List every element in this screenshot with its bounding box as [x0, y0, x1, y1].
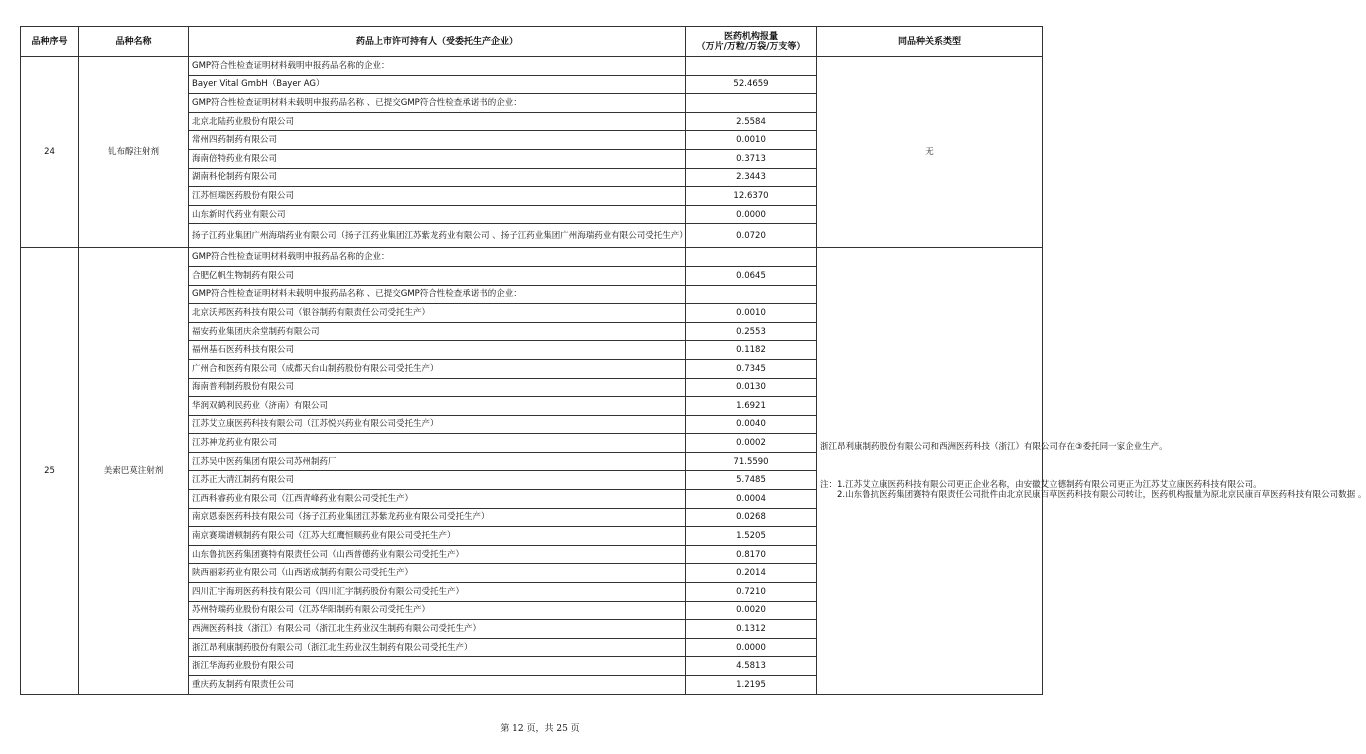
relation-spacer	[820, 452, 1039, 480]
quantity-value: 0.0268	[686, 508, 817, 527]
header-seq: 品种序号	[21, 27, 79, 57]
quantity-value: 0.3713	[686, 149, 817, 168]
quantity-value: 0.0130	[686, 378, 817, 397]
quantity-value	[686, 285, 817, 304]
quantity-value: 52.4659	[686, 75, 817, 94]
header-quantity	[686, 27, 817, 57]
holder-name: 四川汇宇海玥医药科技有限公司（四川汇宇制药股份有限公司受托生产）	[189, 583, 686, 602]
quantity-value	[686, 57, 817, 76]
product-name: 美索巴莫注射剂	[79, 248, 189, 694]
section-label: GMP符合性检查证明材料载明申报药品名称的企业：	[189, 248, 686, 267]
holder-name: 浙江昂利康制药股份有限公司（浙江北生药业汉生制药有限公司受托生产）	[189, 638, 686, 657]
quantity-value: 0.0020	[686, 601, 817, 620]
holder-name: 南京恩泰医药科技有限公司（扬子江药业集团江苏紫龙药业有限公司受托生产）	[189, 508, 686, 527]
holder-name: 浙江华海药业股份有限公司	[189, 657, 686, 676]
relation-note: 注：1.江苏艾立康医药科技有限公司更正企业名称，由安徽艾立德制药有限公司更正为江苏艾立康医药科技有限公司。	[820, 479, 1262, 490]
section-header-row	[21, 248, 1043, 267]
section-label: GMP符合性检查证明材料载明申报药品名称的企业：	[189, 57, 686, 76]
holder-name: 山东新时代药业有限公司	[189, 205, 686, 224]
quantity-value: 4.5813	[686, 657, 817, 676]
holder-name: 湖南科伦制药有限公司	[189, 168, 686, 187]
holder-name: 南京赛瑞谱顿制药有限公司（江苏大红鹰恒顺药业有限公司受托生产）	[189, 527, 686, 546]
holder-name: 重庆药友制药有限责任公司	[189, 676, 686, 695]
quantity-value: 2.5584	[686, 112, 817, 131]
quantity-value: 0.0010	[686, 304, 817, 323]
product-name: 钆布醇注射剂	[79, 57, 189, 248]
quantity-value: 0.2014	[686, 564, 817, 583]
header-name: 品种名称	[79, 27, 189, 57]
holder-name: 海南普利制药股份有限公司	[189, 378, 686, 397]
quantity-value: 0.7210	[686, 583, 817, 602]
quantity-value: 1.5205	[686, 527, 817, 546]
relation-note: 无	[925, 147, 934, 158]
quantity-value: 1.6921	[686, 397, 817, 416]
holder-name: 福安药业集团庆余堂制药有限公司	[189, 322, 686, 341]
quantity-value: 0.0004	[686, 490, 817, 509]
quantity-value: 71.5590	[686, 452, 817, 471]
quantity-value: 0.0000	[686, 638, 817, 657]
quantity-value: 0.0040	[686, 415, 817, 434]
quantity-value: 0.0000	[686, 205, 817, 224]
holder-name: 扬子江药业集团广州海瑞药业有限公司（扬子江药业集团江苏紫龙药业有限公司 、扬子江药业集团广州海瑞药业有限公司受托生产）	[189, 224, 686, 248]
quantity-value	[686, 94, 817, 113]
holder-name: Bayer Vital GmbH（Bayer AG）	[189, 75, 686, 94]
quantity-value: 2.3443	[686, 168, 817, 187]
holder-name: 江苏神龙药业有限公司	[189, 434, 686, 453]
holder-name: 苏州特瑞药业股份有限公司（江苏华阳制药有限公司受托生产）	[189, 601, 686, 620]
product-seq: 24	[21, 57, 79, 248]
holder-name: 福州基石医药科技有限公司	[189, 341, 686, 360]
header-quantity-line1: 医药机构报量	[723, 31, 778, 42]
relation-note: 浙江昂利康制药股份有限公司和西洲医药科技（浙江）有限公司存在③委托同一家企业生产。	[820, 441, 1168, 452]
section-label: GMP符合性检查证明材料未载明申报药品名称 、已提交GMP符合性检查承诺书的企业：	[189, 94, 686, 113]
quantity-value: 0.1182	[686, 341, 817, 360]
holder-name: 江苏吴中医药集团有限公司苏州制药厂	[189, 452, 686, 471]
header-relation: 同品种关系类型	[817, 27, 1043, 57]
holder-name: 华润双鹤利民药业（济南）有限公司	[189, 397, 686, 416]
product-seq: 25	[21, 248, 79, 694]
header-holder: 药品上市许可持有人（受委托生产企业）	[189, 27, 686, 57]
holder-name: 广州合和医药有限公司（成都天台山制药股份有限公司受托生产）	[189, 359, 686, 378]
quantity-value: 0.7345	[686, 359, 817, 378]
holder-name: 江西科睿药业有限公司（江西青峰药业有限公司受托生产）	[189, 490, 686, 509]
page-footer: 第 12 页，共 25 页	[500, 724, 580, 734]
quantity-value: 12.6370	[686, 187, 817, 206]
quantity-value: 0.8170	[686, 545, 817, 564]
quantity-value: 0.2553	[686, 322, 817, 341]
holder-name: 江苏艾立康医药科技有限公司（江苏悦兴药业有限公司受托生产）	[189, 415, 686, 434]
holder-name: 陕西丽彩药业有限公司（山西诺成制药有限公司受托生产）	[189, 564, 686, 583]
quantity-value: 0.0720	[686, 224, 817, 248]
header-quantity-line2: （万片/万粒/万袋/万支等）	[696, 41, 806, 52]
relation-note: 2.山东鲁抗医药集团赛特有限责任公司批件由北京民康百草医药科技有限公司转让，医药机构报量为原北京民康百草医药科技有限公司数据 。	[820, 489, 1366, 500]
header-row	[21, 27, 1043, 57]
quantity-value	[686, 248, 817, 267]
relation-type	[817, 248, 1366, 694]
holder-name: 西洲医药科技（浙江）有限公司（浙江北生药业汉生制药有限公司受托生产）	[189, 620, 686, 639]
quantity-value: 0.0010	[686, 131, 817, 150]
holder-name: 北京北陆药业股份有限公司	[189, 112, 686, 131]
section-header-row	[21, 57, 1043, 76]
relation-type	[817, 57, 1043, 248]
quantity-value: 5.7485	[686, 471, 817, 490]
quantity-value: 0.0645	[686, 266, 817, 285]
holder-name: 北京沃邦医药科技有限公司（银谷制药有限责任公司受托生产）	[189, 304, 686, 323]
holder-name: 合肥亿帆生物制药有限公司	[189, 266, 686, 285]
holder-name: 江苏恒瑞医药股份有限公司	[189, 187, 686, 206]
product-table	[20, 26, 1366, 695]
holder-name: 海南倍特药业有限公司	[189, 149, 686, 168]
holder-name: 常州四药制药有限公司	[189, 131, 686, 150]
quantity-value: 0.1312	[686, 620, 817, 639]
holder-name: 江苏正大清江制药有限公司	[189, 471, 686, 490]
section-label: GMP符合性检查证明材料未载明申报药品名称 、已提交GMP符合性检查承诺书的企业：	[189, 285, 686, 304]
holder-name: 山东鲁抗医药集团赛特有限责任公司（山西普德药业有限公司受托生产）	[189, 545, 686, 564]
quantity-value: 0.0002	[686, 434, 817, 453]
quantity-value: 1.2195	[686, 676, 817, 695]
table-body	[21, 57, 1366, 695]
